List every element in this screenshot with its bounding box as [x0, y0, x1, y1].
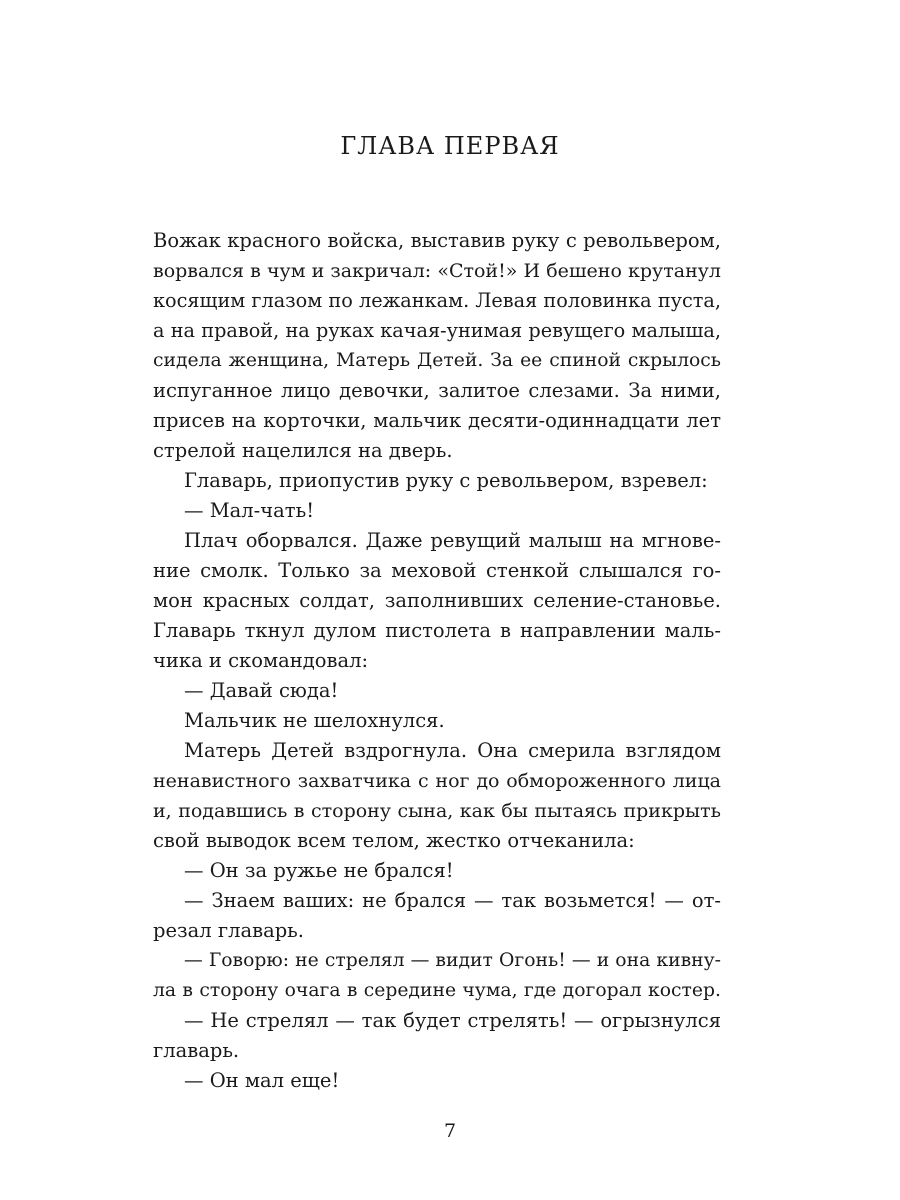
text-line: ла в сторону очага в середине чума, где догорал костер.	[153, 980, 721, 1001]
text-line: — Говорю: не стрелял — видит Огонь! — и она кивну-	[184, 950, 721, 971]
text-line: — Мал-чать!	[184, 499, 315, 522]
text-line: резал главарь.	[153, 919, 305, 942]
text-line: сидела женщина, Матерь Детей. За ее спиной скрылось	[153, 350, 721, 371]
text-line: — Он мал еще!	[184, 1069, 340, 1092]
text-line: Главарь ткнул дулом пистолета в направлении маль-	[153, 619, 721, 642]
text-line: — Он за ружье не брался!	[184, 859, 454, 882]
text-line: ние смолк. Только за меховой стенкой слышался го-	[153, 559, 721, 582]
text-line: — Давай сюда!	[184, 679, 339, 702]
text-line: стрелой нацелился на дверь.	[153, 439, 453, 462]
text-line: — Знаем ваших: не брался — так возьмется! — от-	[184, 889, 721, 912]
text-line: Матерь Детей вздрогнула. Она смерила взглядом	[184, 739, 721, 762]
text-line: а на правой, на руках качая-унимая ревущего малыша,	[153, 319, 721, 342]
text-line: и, подавшись в сторону сына, как бы пытаясь прикрыть	[153, 800, 721, 822]
page-number: 7	[443, 1120, 457, 1142]
text-line: ворвался в чум и закричал: «Стой!» И бешено крутанул	[153, 260, 721, 282]
text-line: испуганное лицо девочки, залитое слезами. За ними,	[153, 379, 721, 402]
text-line: Главарь, приопустив руку с револьвером, взревел:	[184, 469, 708, 492]
text-line: косящим глазом по лежанкам. Левая половинка пуста,	[153, 289, 721, 312]
text-line: Плач оборвался. Даже ревущий малыш на мгнове-	[184, 529, 721, 552]
text-line: мон красных солдат, заполнивших селение-становье.	[153, 589, 721, 612]
text-line: свой выводок всем телом, жестко отчеканила:	[153, 829, 635, 852]
text-line: главарь.	[153, 1039, 240, 1062]
text-line: Мальчик не шелохнулся.	[184, 709, 445, 732]
text-line: Вожак красного войска, выставив руку с револьвером,	[153, 229, 721, 252]
text-line: ненавистного захватчика с ног до обмороженного лица	[153, 770, 721, 792]
text-line: — Не стрелял — так будет стрелять! — огрызнулся	[184, 1009, 721, 1032]
body-text	[153, 226, 721, 1096]
text-line: присев на корточки, мальчик десяти-одиннадцати лет	[153, 409, 721, 432]
text-line: чика и скомандовал:	[153, 649, 369, 672]
chapter-title: ГЛАВА ПЕРВАЯ	[340, 132, 560, 160]
